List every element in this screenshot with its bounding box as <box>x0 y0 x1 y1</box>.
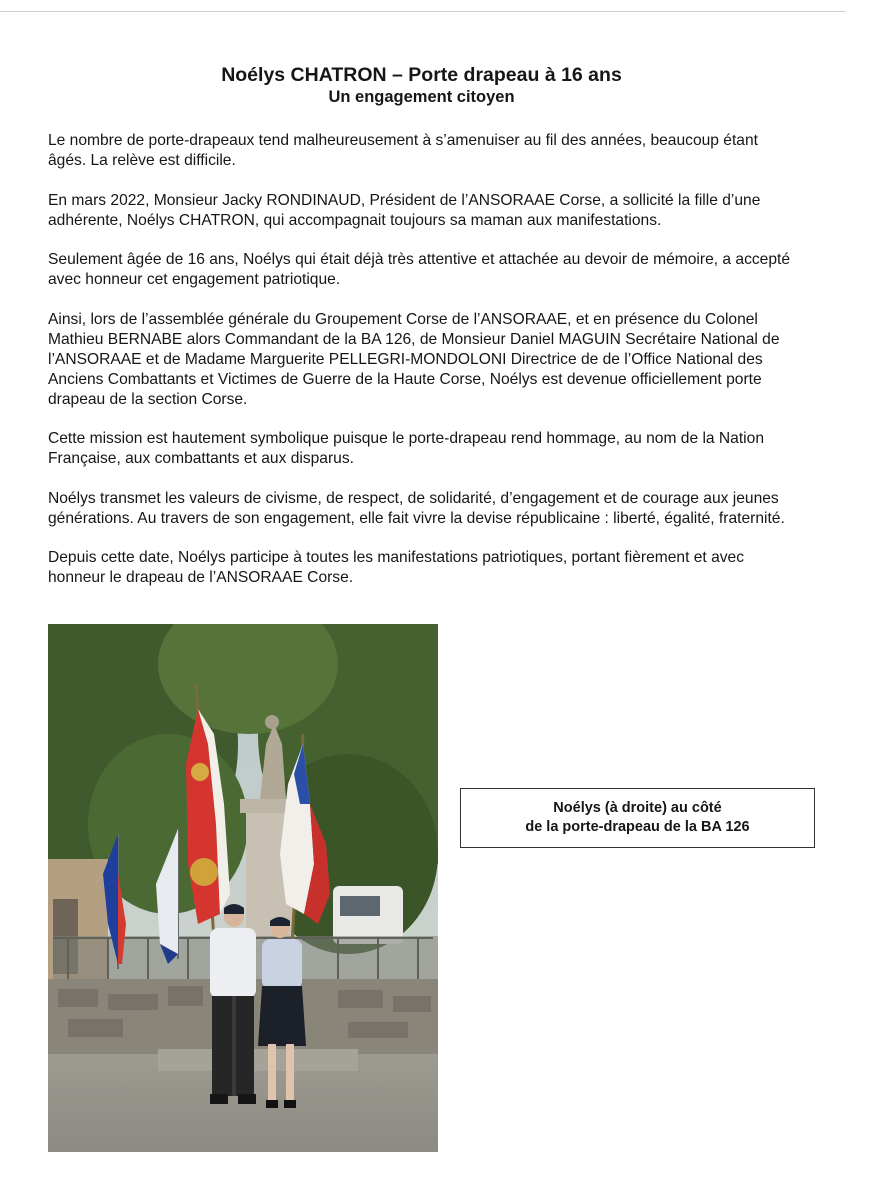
photo-caption <box>460 788 815 848</box>
top-rule <box>0 11 846 12</box>
caption-line-2: de la porte-drapeau de la BA 126 <box>525 819 750 835</box>
paragraph-5: Cette mission est hautement symbolique puisque le porte-drapeau rend hommage, au nom de la Nation Française, aux combattants et aux disparus. <box>48 430 764 467</box>
caption-line-1: Noélys (à droite) au côté <box>553 800 722 816</box>
title-block <box>0 64 843 107</box>
page-title: Noélys CHATRON – Porte drapeau à 16 ans <box>221 64 622 86</box>
paragraph-4: Ainsi, lors de l’assemblée générale du Groupement Corse de l’ANSORAAE, et en présence du Colonel Mathieu BERNABE alors Commandant de la BA 126, de Monsieur Daniel MAGUIN Secrétaire National de l’ANSORAAE et de Madame Marguerite PELLEGRI-MONDOLONI Directrice de de l’Office National des Anciens Combattants et Victimes de Guerre de la Haute Corse, Noélys est devenue officiellement porte drapeau de la section Corse. <box>48 310 780 408</box>
paragraph-7: Depuis cette date, Noélys participe à toutes les manifestations patriotiques, portant fièrement et avec honneur le drapeau de l’ANSORAAE Corse. <box>48 549 745 586</box>
article-body <box>48 131 800 608</box>
paragraph-3: Seulement âgée de 16 ans, Noélys qui était déjà très attentive et attachée au devoir de mémoire, a accepté avec honneur cet engagement patriotique. <box>48 251 791 288</box>
ceremony-photo <box>48 624 438 1152</box>
paragraph-2: En mars 2022, Monsieur Jacky RONDINAUD, Président de l’ANSORAAE Corse, a sollicité la fille d’une adhérente, Noélys CHATRON, qui accompagnait toujours sa maman aux manifestations. <box>48 191 761 229</box>
paragraph-1: Le nombre de porte-drapeaux tend malheureusement à s’amenuiser au fil des années, beaucoup étant âgés. La relève est difficile. <box>48 132 758 169</box>
paragraph-6: Noélys transmet les valeurs de civisme, de respect, de solidarité, d’engagement et de courage aux jeunes générations. Au travers de son engagement, elle fait vivre la devise républicaine : liberté, égalité, fraternité. <box>48 489 785 527</box>
ceremony-photo-illustration <box>48 624 438 1152</box>
page-subtitle: Un engagement citoyen <box>328 88 515 106</box>
